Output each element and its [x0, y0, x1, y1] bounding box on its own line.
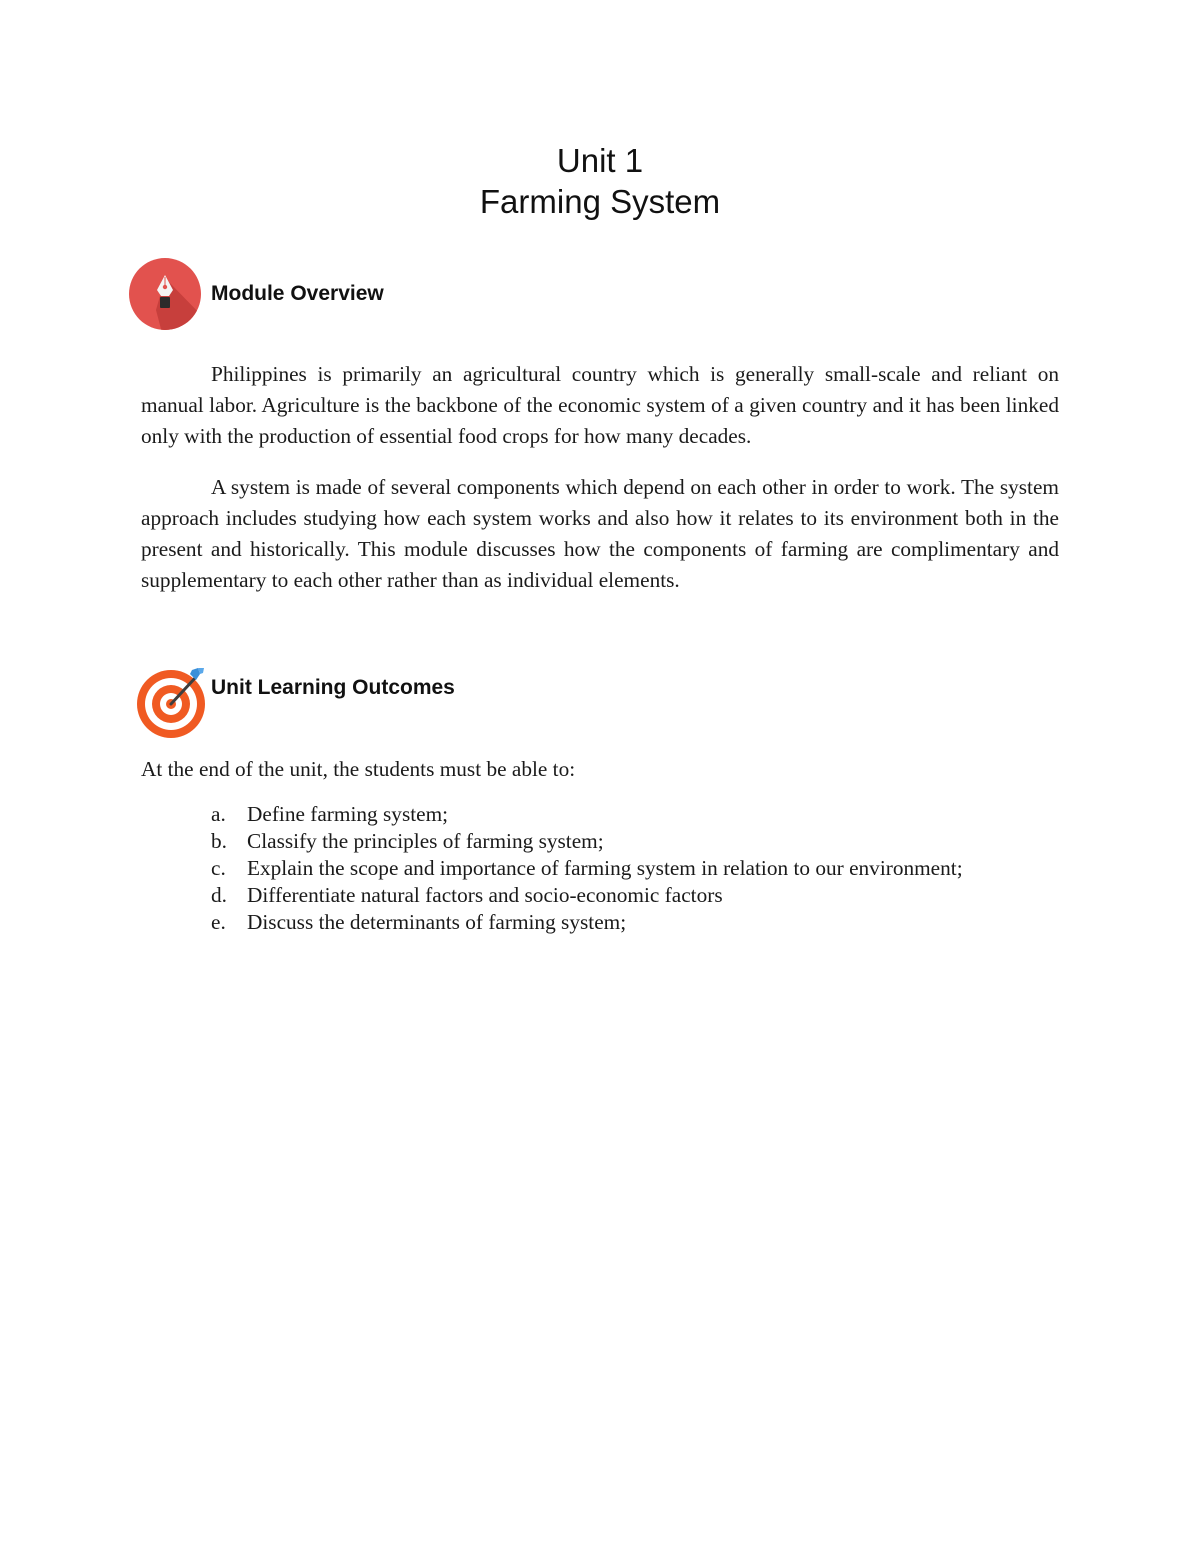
overview-paragraph-text: Philippines is primarily an agricultural country which is generally small-scale and reliant on manual labor. Agriculture is the backbone of the economic system of a given country and it has been linked only with the production of essential food crops for how many decades. — [141, 362, 1059, 448]
list-marker: e. — [211, 910, 226, 934]
learning-outcomes-header — [126, 652, 455, 724]
module-overview-heading: Module Overview — [211, 282, 384, 305]
list-item-text: Classify the principles of farming system; — [247, 829, 604, 853]
overview-paragraph-2 — [141, 472, 1059, 596]
list-item-text: Discuss the determinants of farming system; — [247, 910, 627, 934]
list-item — [211, 801, 963, 828]
outcomes-list — [211, 801, 963, 936]
page-title — [0, 140, 1200, 222]
list-item — [211, 909, 963, 936]
list-marker: a. — [211, 802, 226, 826]
list-marker: c. — [211, 856, 226, 880]
list-marker: d. — [211, 883, 227, 907]
list-item — [211, 855, 963, 882]
list-item — [211, 882, 963, 909]
learning-outcomes-heading: Unit Learning Outcomes — [211, 676, 455, 699]
module-overview-header — [126, 258, 384, 330]
outcomes-intro: At the end of the unit, the students must be able to: — [141, 757, 576, 781]
list-item-text: Differentiate natural factors and socio-economic factors — [247, 883, 723, 907]
overview-paragraph-text: A system is made of several components which depend on each other in order to work. The system approach includes studying how each system works and also how it relates to its environment both in the present and historically. This module discusses how the components of farming are complimentary and supplementary to each other rather than as individual elements. — [141, 475, 1059, 592]
target-icon — [126, 652, 206, 724]
list-item-text: Define farming system; — [247, 802, 449, 826]
unit-title: Farming System — [479, 183, 721, 220]
list-marker: b. — [211, 829, 227, 853]
overview-paragraph-1 — [141, 359, 1059, 452]
list-item-text: Explain the scope and importance of farming system in relation to our environment; — [247, 856, 963, 880]
unit-number: Unit 1 — [556, 142, 644, 179]
pen-nib-icon — [126, 258, 206, 330]
list-item — [211, 828, 963, 855]
